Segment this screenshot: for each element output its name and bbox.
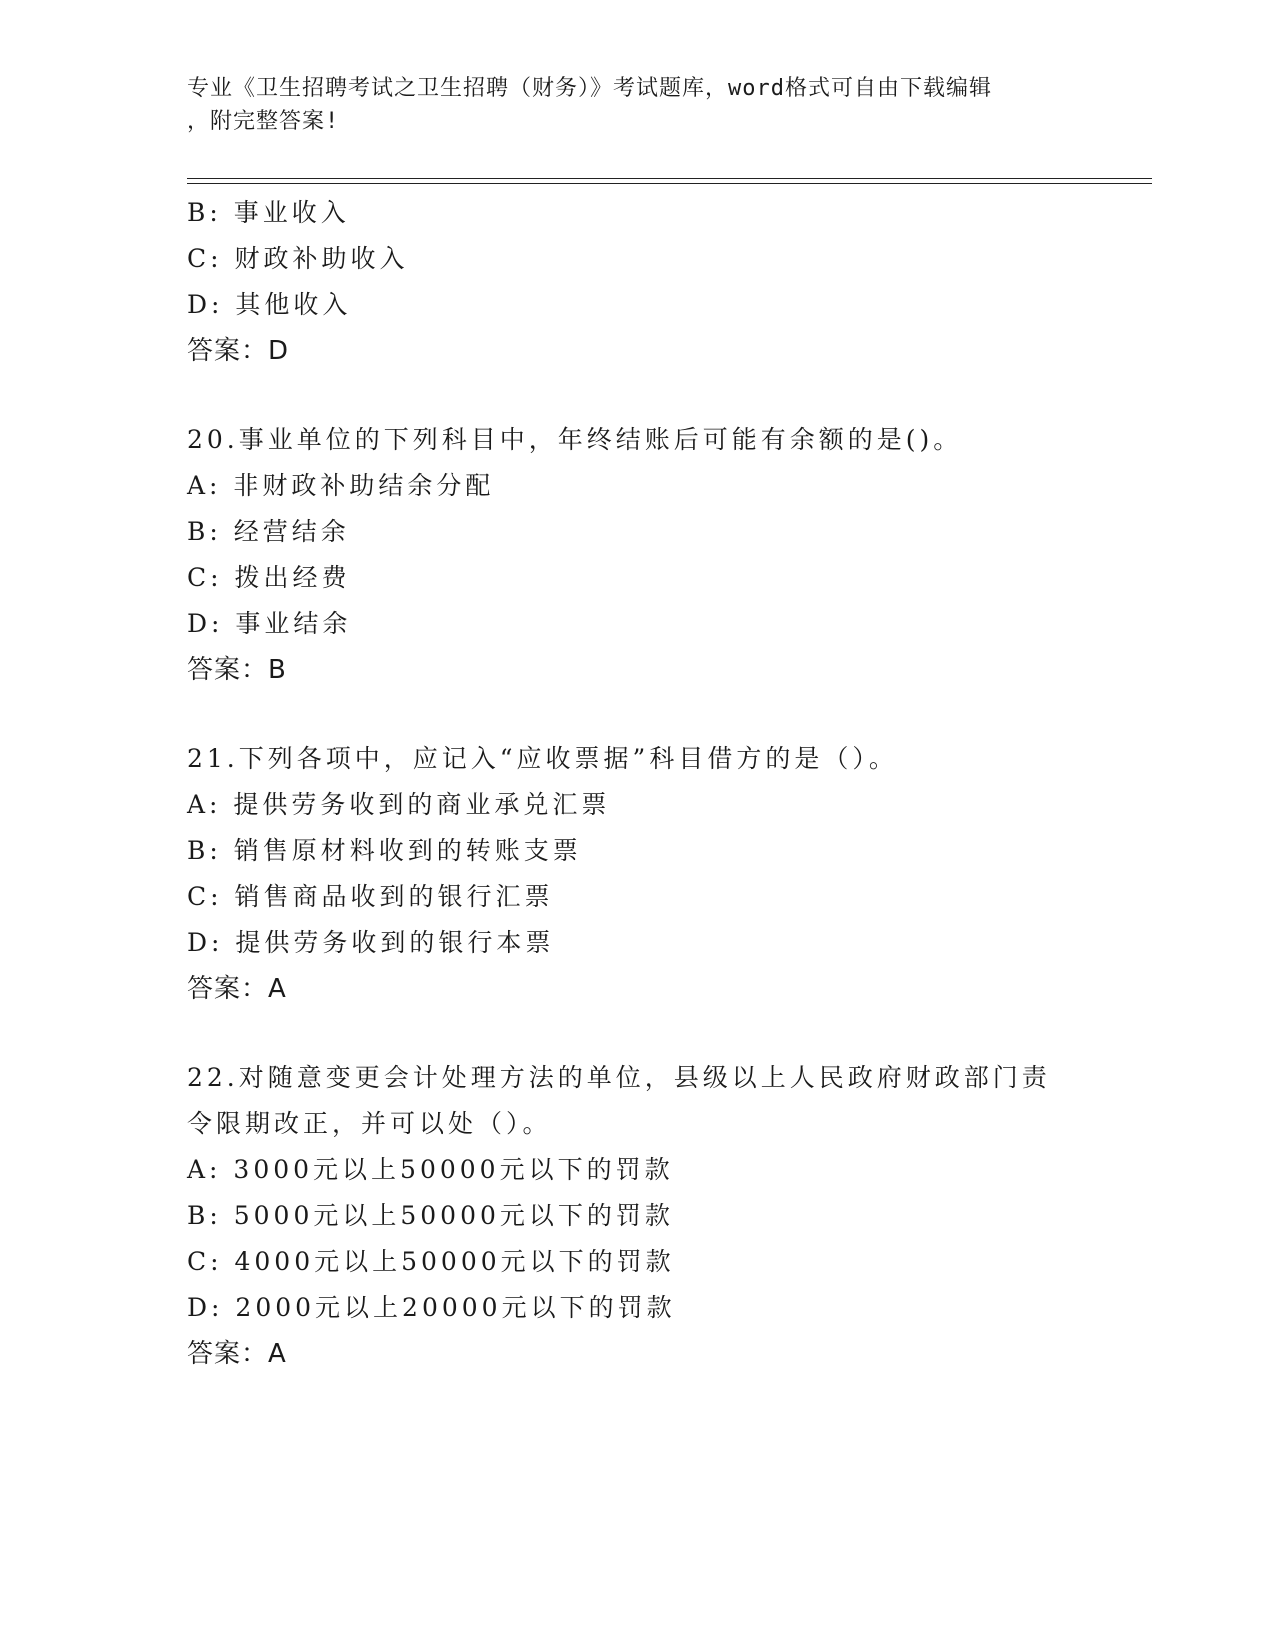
option-c: C: 财政补助收入 [187, 244, 409, 273]
option-b: B: 事业收入 [187, 198, 350, 227]
question-20 [187, 417, 1087, 693]
question-text: 22.对随意变更会计处理方法的单位，县级以上人民政府财政部门责令限期改正，并可以处（）。 [187, 1063, 1051, 1138]
option-b: B: 经营结余 [187, 517, 350, 546]
question-list [187, 190, 1087, 1377]
option-b: B: 5000元以上50000元以下的罚款 [187, 1201, 674, 1230]
option-b: B: 销售原材料收到的转账支票 [187, 836, 582, 865]
option-d: D: 其他收入 [187, 290, 352, 319]
option-d: D: 提供劳务收到的银行本票 [187, 928, 555, 957]
answer-line: 答案：B [187, 655, 287, 685]
answer-line: 答案：D [187, 336, 290, 366]
header-line-2: ，附完整答案! [187, 109, 340, 134]
question-21 [187, 736, 1087, 1012]
option-a: A: 3000元以上50000元以下的罚款 [187, 1155, 674, 1184]
option-a: A: 非财政补助结余分配 [187, 471, 495, 500]
header-line-1: 专业《卫生招聘考试之卫生招聘（财务）》考试题库，word格式可自由下载编辑 [187, 76, 992, 101]
question-19-continued [187, 190, 1087, 374]
document-header [187, 72, 1067, 138]
question-22 [187, 1055, 1087, 1377]
question-text: 20.事业单位的下列科目中，年终结账后可能有余额的是()。 [187, 425, 963, 454]
option-c: C: 4000元以上50000元以下的罚款 [187, 1247, 675, 1276]
option-d: D: 2000元以上20000元以下的罚款 [187, 1293, 676, 1322]
question-text: 21.下列各项中，应记入“应收票据”科目借方的是（）。 [187, 744, 898, 773]
option-c: C: 拨出经费 [187, 563, 351, 592]
option-c: C: 销售商品收到的银行汇票 [187, 882, 554, 911]
header-divider-bottom [187, 183, 1152, 184]
answer-line: 答案：A [187, 974, 287, 1004]
header-divider-top [187, 178, 1152, 179]
answer-line: 答案：A [187, 1339, 287, 1369]
option-d: D: 事业结余 [187, 609, 352, 638]
option-a: A: 提供劳务收到的商业承兑汇票 [187, 790, 611, 819]
